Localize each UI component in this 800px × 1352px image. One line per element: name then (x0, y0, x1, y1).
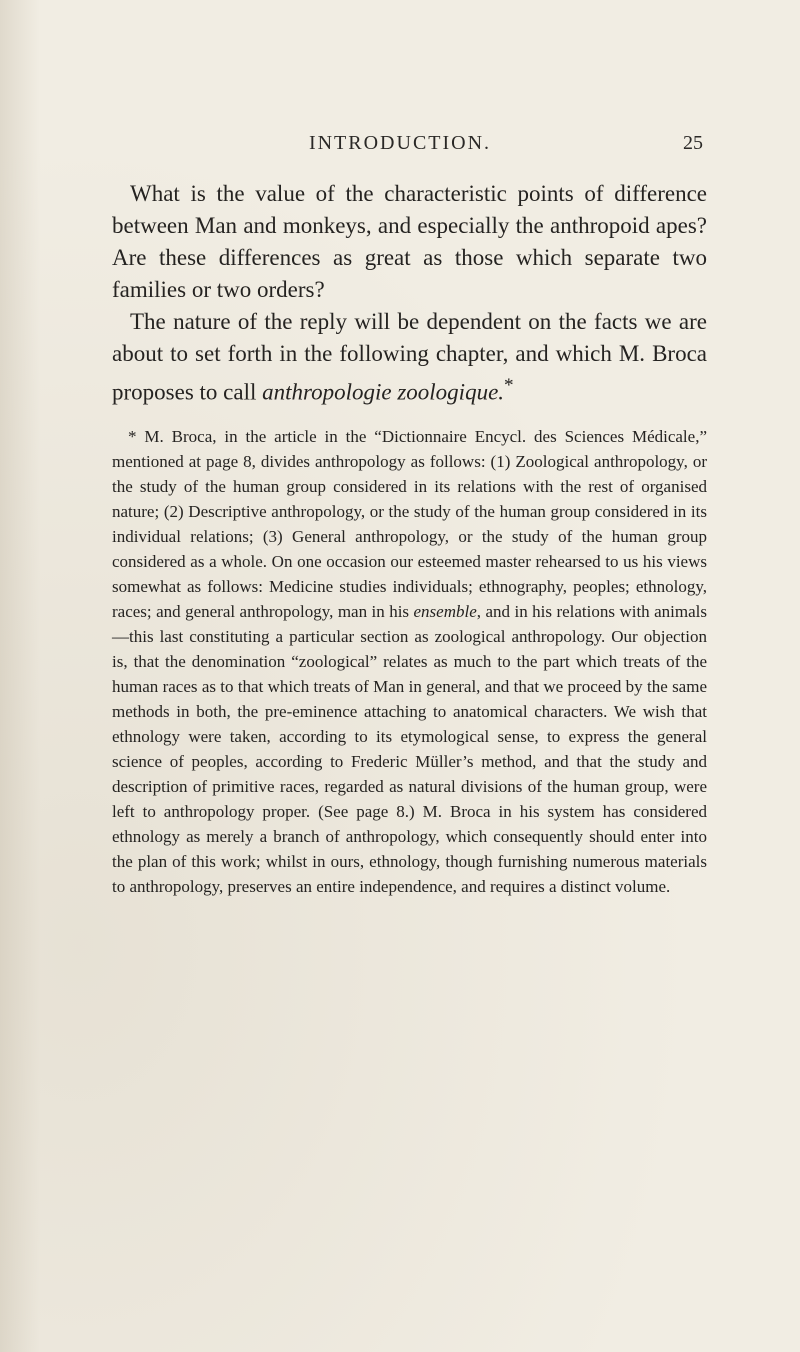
paragraph-2 (112, 306, 707, 409)
body-text (112, 178, 707, 409)
footnote-part-2: , and in his relations with animals—this last constituting a particular section as zoological anthropology. Our objection is, that the denomination “zoological” relates as much to the part which treats of the human races as to that which treats of Man in general, and that we proceed by the same methods in both, the pre-eminence attaching to anatomical characters. We wish that ethnology were taken, according to its etymological sense, to express the general science of peoples, according to Frederic Müller’s method, and that the study and description of primitive races, regarded as natural divisions of the human group, were left to anthropology proper. (See page 8.) M. Broca in his system has considered ethnology as merely a branch of anthropology, which consequently should enter into the plan of this work; whilst in ours, ethnology, though furnishing numerous materials to anthropology, preserves an entire independence, and requires a distinct volume. (112, 602, 707, 896)
paragraph-2-italic: anthropologie zoologique. (262, 379, 505, 405)
paragraph-2-text: The nature of the reply will be dependent on the facts we are about to set forth in the following chapter, and which M. Broca proposes to call (112, 309, 707, 405)
paragraph-1: What is the value of the characteristic points of difference between Man and monkeys, and especially the anthropoid apes? Are these differences as great as those which separate two families or two orders? (112, 181, 707, 302)
footnote (112, 424, 707, 899)
footnote-mark: * (504, 375, 514, 396)
footnote-part-1: * M. Broca, in the article in the “Dictionnaire Encycl. des Sciences Médicale,” mentioned at page 8, divides anthropology as follows: (1) Zoological anthropology, or the study of the human group considered in its relations with the rest of organised nature; (2) Descriptive anthropology, or the study of the human group considered in its individual relations; (3) General anthropology, or the study of the human group considered as a whole. On one occasion our esteemed master rehearsed to us his views somewhat as follows: Medicine studies individuals; ethnography, peoples; ethnology, races; and general anthropology, man in his (112, 427, 707, 621)
page-number: 25 (683, 132, 703, 154)
running-head (0, 132, 800, 162)
footnote-text (112, 424, 707, 899)
footnote-italic: ensemble (413, 602, 477, 621)
running-title: INTRODUCTION. (308, 132, 492, 154)
